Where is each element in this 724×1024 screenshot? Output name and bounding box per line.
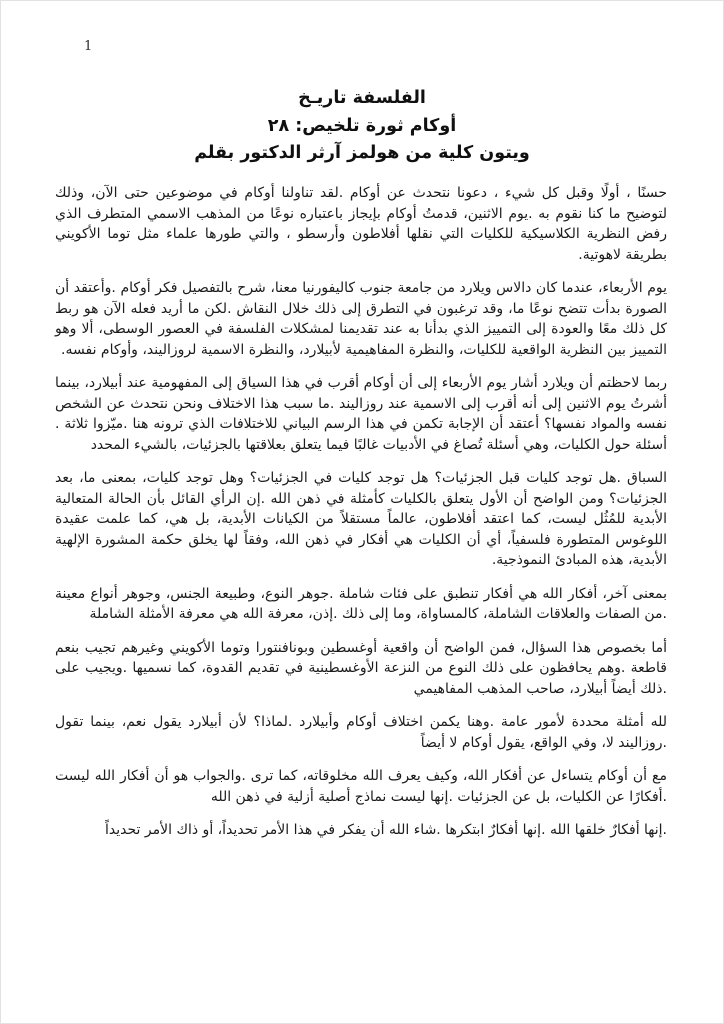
paragraph-8: مع أن أوكام يتساءل عن أفكار الله، وكيف يعرف الله مخلوقاته، كما ترى .والجواب هو أن أفكار الله ليست .أفكارًا عن الكليات، بل عن الجزئيات .إنها ليست نماذج أصلية أزلية في ذهن الله: [55, 768, 667, 805]
paragraph-9: .إنها أفكارٌ خلقها الله .إنها أفكارٌ ابتكرها .شاء الله أن يفكر في هذا الأمر تحديداً، أو ذاك الأمر تحديداً: [105, 822, 667, 838]
page-number: 1: [84, 39, 93, 54]
heading-title: الفلسفة تاريـخ: [298, 88, 426, 108]
paragraph-4: السباق .هل توجد كليات قبل الجزئيات؟ هل توجد كليات في الجزئيات؟ وهل توجد كليات، بمعنى ما، بعد الجزئيات؟ ومن الواضح أن الأول يتعلق بالكليات كأمثلة في ذهن الله .إن الرأي القائل بأن الحالة المتعالية الأبدية للمُثُل ليست، كما اعتقد أفلاطون، عالماً مستقلاً من الكيانات الأبدية، بل هي، كما علمت عقيدة اللوغوس المتطورة فلسفياً، أي أن الكليات هي أفكار في ذهن الله، وفقاً لها يخلق حكمة المشورة الإلهية الأبدية، هذه المبادئ النموذجية.: [55, 470, 667, 568]
document-body: [55, 183, 667, 854]
paragraph-1: حسنًا ، أولًا وقبل كل شيء ، دعونا نتحدث عن أوكام .لقد تناولنا أوكام في موضوعين حتى الآن، وذلك لتوضيح ما كنا نقوم به .يوم الاثنين، قدمتُ أوكام بإيجاز باعتباره نوعًا من المذهب الاسمي المتطرف الذي رفض النظرية الكلاسيكية للكليات التي نقلها أفلاطون وأرسطو ، والتي طورها علماء مثل توما الأكويني بطريقة لاهوتية.: [55, 185, 667, 263]
paragraph-7: لله أمثلة محددة لأمور عامة .وهنا يكمن اختلاف أوكام وأبيلارد .لماذا؟ لأن أبيلارد يقول نعم، بينما تقول .روزاليند لا، وفي الواقع، يقول أوكام لا أيضاً: [55, 714, 667, 751]
document-heading: [1, 85, 723, 168]
paragraph-3: ربما لاحظتم أن ويلارد أشار يوم الأربعاء إلى أن أوكام أقرب في هذا السياق إلى المفهومية عند أبيلارد، بينما أشرتُ يوم الاثنين إلى أنه أقرب إلى الاسمية عند روزاليند .ما سبب هذا الاختلاف ونحن نتحدث عن الشخص نفسه والمواد نفسها؟ أعتقد أن الإجابة تكمن في هذا الرسم البياني للاختلافات الذي ترونه هنا .ميّزوا ثلاثة . أسئلة حول الكليات، وهي أسئلة تُصاغ في الأدبيات غالبًا فيما يتعلق بعلاقتها بالجزئيات، بالشيء المحدد: [55, 375, 667, 453]
paragraph-5: بمعنى آخر، أفكار الله هي أفكار تنطبق على فئات شاملة .جوهر النوع، وطبيعة الجنس، وجوهر أنواع معينة .من الصفات والعلاقات الشاملة، كالمساواة، وما إلى ذلك .إذن، معرفة الله هي معرفة الأمثلة الشاملة: [55, 585, 667, 622]
paragraph-6: أما بخصوص هذا السؤال، فمن الواضح أن واقعية أوغسطين وبونافنتورا وتوما الأكويني وغيرهم تجيب بنعم قاطعة .وهم يحافظون على ذلك النوع من النزعة الأوغسطينية في تقديم القدوة، كما نسميها .ويجيب على .ذلك أيضاً أبيلارد، صاحب المذهب المفاهيمي: [55, 639, 667, 697]
heading-byline: ويتون كلية من هولمز آرثر الدكتور بقلم: [194, 143, 530, 163]
paragraph-2: يوم الأربعاء، عندما كان دالاس ويلارد من جامعة جنوب كاليفورنيا معنا، شرح بالتفصيل فكر أوكام .وأعتقد أن الصورة بدأت تتضح نوعًا ما، وقد ترغبون في التطرق إلى ذلك خلال النقاش .لكن ما أريد فعله الآن هو ربط كل ذلك معًا والعودة إلى التمييز الذي بدأنا به عند تقديمنا لمشكلات الفلسفة في العصور الوسطى، ألا وهو التمييز بين النظرية الواقعية للكليات، والنظرة المفاهيمية لأبيلارد، والنظرة الاسمية لروزاليند، وأوكام نفسه.: [55, 280, 667, 358]
heading-subtitle: أوكام ثورة تلخيص: ٢٨: [267, 115, 457, 136]
